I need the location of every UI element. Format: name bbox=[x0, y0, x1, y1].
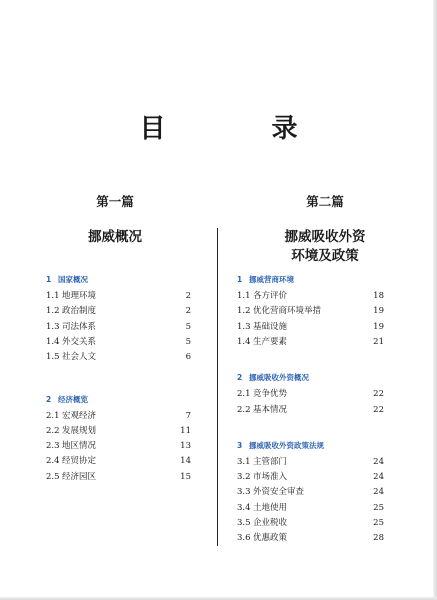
chapter-heading bbox=[237, 274, 294, 285]
chapter-number: 1 bbox=[46, 275, 52, 284]
chapter-number: 2 bbox=[237, 373, 243, 383]
entry-page-number: 5 bbox=[185, 336, 191, 347]
entry-number: 1.4 bbox=[237, 336, 251, 347]
entry-number: 1.1 bbox=[237, 291, 251, 301]
chapter-heading bbox=[237, 440, 324, 451]
chapter-number: 2 bbox=[46, 394, 52, 404]
entry-title: 发展规划 bbox=[62, 425, 97, 436]
chapter-title: 挪威营商环境 bbox=[249, 275, 294, 284]
entry-title: 宏观经济 bbox=[62, 410, 97, 421]
right-part-title bbox=[250, 228, 400, 266]
right-part-label: 第二篇 bbox=[306, 194, 344, 209]
toc-entry bbox=[237, 387, 384, 401]
entry-title: 市场准入 bbox=[253, 472, 288, 483]
entry-number: 2.2 bbox=[46, 425, 60, 436]
toc-entry bbox=[46, 409, 191, 423]
entry-number: 3.1 bbox=[237, 456, 251, 467]
toc-entry bbox=[46, 304, 191, 318]
entry-page-number: 18 bbox=[373, 291, 384, 301]
entry-page-number: 6 bbox=[185, 352, 191, 363]
entry-number: 2.2 bbox=[237, 404, 251, 415]
entry-number: 3.5 bbox=[237, 518, 251, 528]
entry-page-number: 22 bbox=[373, 404, 384, 415]
toc-entry bbox=[46, 470, 191, 484]
entry-number: 3.6 bbox=[237, 533, 251, 544]
toc-entry bbox=[237, 304, 384, 318]
entry-page-number: 24 bbox=[373, 487, 384, 498]
right-part-title-line: 挪威吸收外资 bbox=[284, 229, 366, 245]
entry-title: 主管部门 bbox=[253, 456, 288, 467]
entry-title: 优化营商环境举措 bbox=[253, 306, 322, 317]
entry-page-number: 5 bbox=[185, 321, 191, 332]
entry-number: 1.3 bbox=[237, 321, 251, 332]
entry-title: 外资安全审查 bbox=[253, 487, 305, 498]
entry-number: 3.4 bbox=[237, 502, 251, 513]
entry-title: 基本情况 bbox=[253, 404, 288, 415]
entry-title: 社会人文 bbox=[62, 352, 97, 363]
entry-title: 地理环境 bbox=[62, 291, 97, 301]
entry-number: 2.1 bbox=[46, 410, 60, 421]
entry-number: 2.1 bbox=[237, 389, 251, 400]
entry-number: 1.2 bbox=[237, 306, 251, 317]
entry-number: 2.5 bbox=[46, 471, 60, 482]
entry-page-number: 22 bbox=[373, 389, 384, 400]
entry-title: 司法体系 bbox=[62, 321, 97, 332]
page-edge-shadow-right bbox=[433, 0, 437, 600]
entry-page-number: 7 bbox=[185, 410, 191, 421]
toc-entry bbox=[237, 335, 384, 349]
entry-title: 地区情况 bbox=[62, 441, 97, 452]
toc-entry bbox=[46, 454, 191, 468]
entry-title: 经贸协定 bbox=[62, 456, 97, 467]
entry-page-number: 24 bbox=[373, 456, 384, 467]
entry-page-number: 25 bbox=[373, 518, 384, 528]
toc-entry bbox=[46, 424, 191, 438]
entry-number: 1.2 bbox=[46, 306, 60, 317]
chapter-title: 挪威吸收外资政策法规 bbox=[249, 440, 324, 450]
left-part-title bbox=[40, 228, 190, 247]
toc-entry bbox=[237, 501, 384, 515]
entry-page-number: 28 bbox=[373, 533, 384, 544]
chapter-heading bbox=[237, 372, 309, 383]
left-part-title-line: 挪威概况 bbox=[88, 229, 142, 245]
right-part-title-line: 环境及政策 bbox=[291, 248, 359, 264]
toc-entry bbox=[46, 335, 191, 349]
entry-number: 1.5 bbox=[46, 352, 60, 363]
toc-entry bbox=[237, 289, 384, 303]
toc-entry bbox=[237, 455, 384, 469]
entry-title: 生产要素 bbox=[253, 336, 288, 347]
entry-page-number: 13 bbox=[180, 441, 191, 452]
entry-title: 竞争优势 bbox=[253, 389, 288, 400]
toc-title: 目 录 bbox=[139, 114, 338, 144]
entry-page-number: 2 bbox=[185, 306, 191, 317]
entry-number: 2.3 bbox=[46, 441, 60, 452]
chapter-title: 经济概览 bbox=[58, 394, 88, 404]
entry-title: 经济园区 bbox=[62, 471, 97, 482]
toc-entry bbox=[46, 350, 191, 364]
chapter-title: 国家概况 bbox=[58, 275, 88, 284]
left-part-label: 第一篇 bbox=[96, 194, 134, 209]
chapter-heading bbox=[46, 394, 88, 405]
entry-number: 2.4 bbox=[46, 456, 60, 467]
entry-number: 3.2 bbox=[237, 472, 251, 483]
entry-title: 外交关系 bbox=[62, 336, 97, 347]
toc-entry bbox=[237, 320, 384, 334]
chapter-number: 3 bbox=[237, 440, 243, 450]
entry-title: 企业税收 bbox=[253, 518, 288, 528]
entry-page-number: 25 bbox=[373, 502, 384, 513]
column-divider bbox=[217, 228, 218, 546]
entry-title: 土地使用 bbox=[253, 502, 288, 513]
toc-entry bbox=[46, 439, 191, 453]
entry-title: 优惠政策 bbox=[253, 533, 288, 544]
toc-entry bbox=[237, 485, 384, 499]
chapter-title: 挪威吸收外资概况 bbox=[249, 373, 309, 383]
toc-entry bbox=[237, 516, 384, 530]
entry-page-number: 19 bbox=[373, 306, 384, 317]
entry-number: 1.1 bbox=[46, 291, 60, 301]
chapter-heading bbox=[46, 274, 88, 285]
toc-entry bbox=[237, 531, 384, 545]
toc-entry bbox=[46, 320, 191, 334]
entry-number: 3.3 bbox=[237, 487, 251, 498]
entry-page-number: 14 bbox=[180, 456, 191, 467]
entry-title: 各方评价 bbox=[253, 291, 288, 301]
entry-page-number: 11 bbox=[180, 425, 191, 436]
toc-entry bbox=[46, 289, 191, 303]
entry-number: 1.3 bbox=[46, 321, 60, 332]
chapter-number: 1 bbox=[237, 275, 243, 284]
entry-page-number: 2 bbox=[185, 291, 191, 301]
entry-page-number: 15 bbox=[180, 471, 191, 482]
toc-entry bbox=[237, 470, 384, 484]
entry-title: 基础设施 bbox=[253, 321, 288, 332]
toc-entry bbox=[237, 403, 384, 417]
entry-page-number: 21 bbox=[373, 336, 384, 347]
entry-page-number: 19 bbox=[373, 321, 384, 332]
entry-title: 政治制度 bbox=[62, 306, 97, 317]
entry-number: 1.4 bbox=[46, 336, 60, 347]
entry-page-number: 24 bbox=[373, 472, 384, 483]
